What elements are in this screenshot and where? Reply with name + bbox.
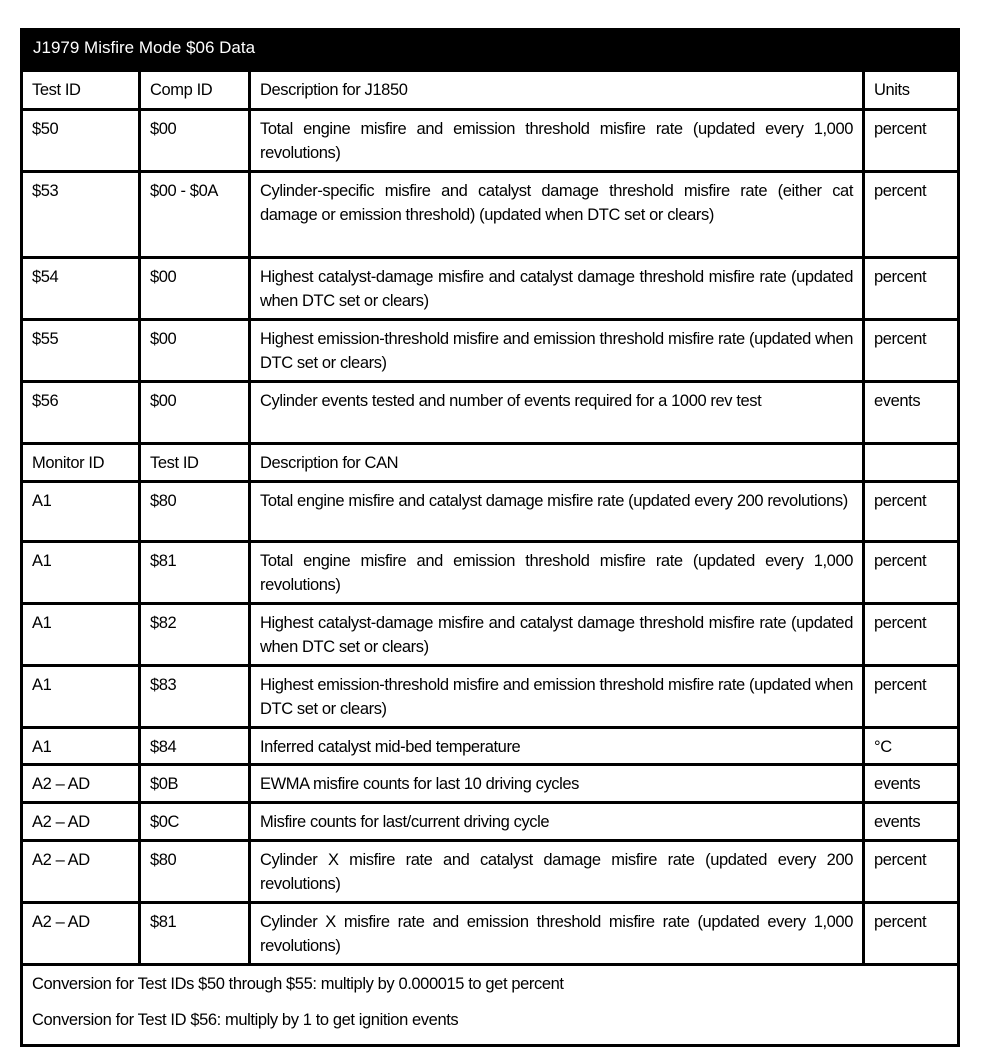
- table-title-row: [22, 30, 959, 71]
- cell-units: percent: [864, 482, 959, 542]
- cell-units: percent: [864, 172, 959, 258]
- cell-description: Misfire counts for last/current driving cycle: [250, 803, 864, 841]
- cell-monitor-id: A2 – AD: [22, 765, 140, 803]
- cell-monitor-id: A1: [22, 666, 140, 728]
- cell-test-id: $81: [140, 542, 250, 604]
- table-title: J1979 Misfire Mode $06 Data: [22, 30, 959, 71]
- cell-test-id: $54: [22, 258, 140, 320]
- cell-units: percent: [864, 258, 959, 320]
- table-row: [22, 542, 959, 604]
- header-description-j1850: Description for J1850: [250, 71, 864, 110]
- cell-description: EWMA misfire counts for last 10 driving cycles: [250, 765, 864, 803]
- cell-units: percent: [864, 666, 959, 728]
- cell-test-id: $80: [140, 482, 250, 542]
- conversion-note-56: Conversion for Test ID $56: multiply by 1 to get ignition events: [32, 1011, 459, 1029]
- cell-units-degrees-celsius: °C: [864, 728, 959, 765]
- table-row: [22, 172, 959, 258]
- header-units: Units: [864, 71, 959, 110]
- cell-description: Highest catalyst-damage misfire and catalyst damage threshold misfire rate (updated when DTC set or clears): [250, 604, 864, 666]
- cell-monitor-id: A2 – AD: [22, 841, 140, 903]
- cell-units: events: [864, 382, 959, 444]
- cell-test-id: $81: [140, 903, 250, 965]
- cell-comp-id: $00: [140, 110, 250, 172]
- cell-test-id: $55: [22, 320, 140, 382]
- conversion-note-50-55: Conversion for Test IDs $50 through $55: multiply by 0.000015 to get percent: [32, 975, 564, 993]
- cell-comp-id: $00: [140, 320, 250, 382]
- cell-comp-id: $00: [140, 258, 250, 320]
- cell-units: percent: [864, 604, 959, 666]
- table-row: [22, 258, 959, 320]
- cell-monitor-id: A2 – AD: [22, 803, 140, 841]
- cell-test-id: $82: [140, 604, 250, 666]
- header-test-id: Test ID: [22, 71, 140, 110]
- cell-units: events: [864, 765, 959, 803]
- table-row: [22, 728, 959, 765]
- cell-description: Cylinder X misfire rate and catalyst damage misfire rate (updated every 200 revolutions): [250, 841, 864, 903]
- cell-description: Cylinder-specific misfire and catalyst damage threshold misfire rate (either cat damage or emission threshold) (updated when DTC set or clears): [250, 172, 864, 258]
- cell-monitor-id: A1: [22, 542, 140, 604]
- cell-test-id: $0C: [140, 803, 250, 841]
- table-row: [22, 110, 959, 172]
- conversion-notes: [22, 965, 959, 1046]
- cell-description: Highest catalyst-damage misfire and catalyst damage threshold misfire rate (updated when DTC set or clears): [250, 258, 864, 320]
- cell-description: Inferred catalyst mid-bed temperature: [250, 728, 864, 765]
- cell-units: events: [864, 803, 959, 841]
- table-row: [22, 604, 959, 666]
- j1850-header-row: [22, 71, 959, 110]
- cell-units: percent: [864, 841, 959, 903]
- table-row: [22, 903, 959, 965]
- cell-monitor-id: A2 – AD: [22, 903, 140, 965]
- cell-test-id: $84: [140, 728, 250, 765]
- can-header-row: [22, 444, 959, 482]
- cell-description: Total engine misfire and catalyst damage misfire rate (updated every 200 revolutions): [250, 482, 864, 542]
- cell-test-id: $80: [140, 841, 250, 903]
- header-description-can: Description for CAN: [250, 444, 864, 482]
- cell-test-id: $83: [140, 666, 250, 728]
- table-row: [22, 482, 959, 542]
- table-row: [22, 803, 959, 841]
- table-row: [22, 841, 959, 903]
- cell-comp-id: $00 - $0A: [140, 172, 250, 258]
- table-row: [22, 765, 959, 803]
- header-test-id: Test ID: [140, 444, 250, 482]
- cell-description: Total engine misfire and emission threshold misfire rate (updated every 1,000 revolutions): [250, 542, 864, 604]
- cell-monitor-id: A1: [22, 728, 140, 765]
- conversion-notes-row: [22, 965, 959, 1046]
- cell-units: percent: [864, 320, 959, 382]
- cell-description: Highest emission-threshold misfire and emission threshold misfire rate (updated when DTC set or clears): [250, 666, 864, 728]
- cell-units: percent: [864, 110, 959, 172]
- table-row: [22, 320, 959, 382]
- cell-test-id: $50: [22, 110, 140, 172]
- cell-description: Highest emission-threshold misfire and emission threshold misfire rate (updated when DTC set or clears): [250, 320, 864, 382]
- cell-monitor-id: A1: [22, 604, 140, 666]
- header-monitor-id: Monitor ID: [22, 444, 140, 482]
- table-row: [22, 382, 959, 444]
- cell-monitor-id: A1: [22, 482, 140, 542]
- cell-description: Cylinder events tested and number of events required for a 1000 rev test: [250, 382, 864, 444]
- cell-description: Total engine misfire and emission threshold misfire rate (updated every 1,000 revolutions): [250, 110, 864, 172]
- cell-test-id: $56: [22, 382, 140, 444]
- header-comp-id: Comp ID: [140, 71, 250, 110]
- table-row: [22, 666, 959, 728]
- header-units-empty: [864, 444, 959, 482]
- cell-comp-id: $00: [140, 382, 250, 444]
- cell-units: percent: [864, 903, 959, 965]
- cell-description: Cylinder X misfire rate and emission threshold misfire rate (updated every 1,000 revolutions): [250, 903, 864, 965]
- cell-test-id: $0B: [140, 765, 250, 803]
- misfire-mode-06-table: [20, 28, 960, 1047]
- cell-units: percent: [864, 542, 959, 604]
- cell-test-id: $53: [22, 172, 140, 258]
